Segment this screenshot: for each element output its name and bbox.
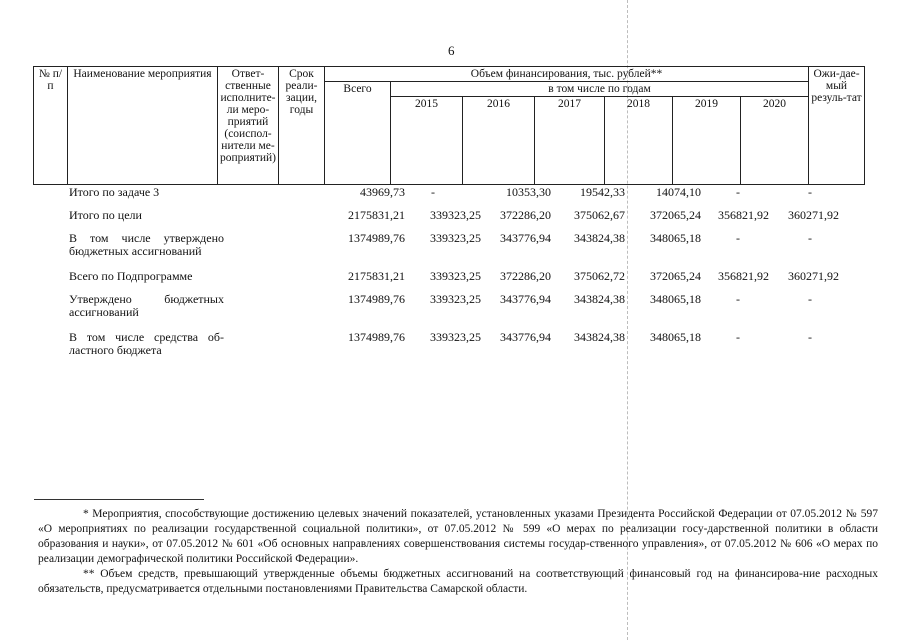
page-number: 6 bbox=[448, 43, 455, 58]
header-term: Срок реали-зации, годы bbox=[279, 67, 325, 185]
row-2016: 372286,20 bbox=[500, 269, 551, 283]
row-total: 2175831,21 bbox=[348, 208, 405, 222]
row-2017: 343824,38 bbox=[574, 231, 625, 245]
row-2019: - bbox=[736, 231, 740, 245]
row-2015: 339323,25 bbox=[430, 269, 481, 283]
row-2018: 348065,18 bbox=[650, 330, 701, 344]
header-result: Ожи-дае-мый резуль-тат bbox=[809, 67, 865, 185]
row-2017: 375062,67 bbox=[574, 208, 625, 222]
row-2017: 343824,38 bbox=[574, 292, 625, 306]
row-total: 1374989,76 bbox=[348, 292, 405, 306]
footnote: ** Объем средств, превышающий утвержденные объемы бюджетных ассигнований на соответствующий финансовый год на финансирова-ние расходных обязательств, предусматривается отдельными постановлениями Правительства Самарской области. bbox=[38, 568, 878, 595]
row-2018: 372065,24 bbox=[650, 208, 701, 222]
row-name: Всего по Подпрограмме bbox=[69, 269, 193, 283]
header-name: Наименование мероприятия bbox=[68, 67, 218, 185]
row-2016: 10353,30 bbox=[506, 185, 551, 199]
row-2016: 343776,94 bbox=[500, 231, 551, 245]
row-2017: 19542,33 bbox=[580, 185, 625, 199]
row-2015: 339323,25 bbox=[430, 231, 481, 245]
row-2016: 372286,20 bbox=[500, 208, 551, 222]
row-name: Утверждено бюджетных ассигнований bbox=[69, 292, 224, 319]
row-name: В том числе средства об-ластного бюджета bbox=[69, 330, 224, 357]
header-total: Всего bbox=[325, 82, 391, 185]
header-executors: Ответ-ственные исполните-ли меро-приятий (соиспол-нители ме-роприятий) bbox=[218, 67, 279, 185]
row-2018: 372065,24 bbox=[650, 269, 701, 283]
row-2018: 348065,18 bbox=[650, 292, 701, 306]
row-2016: 343776,94 bbox=[500, 330, 551, 344]
header-year: 2020 bbox=[741, 97, 809, 185]
row-total: 2175831,21 bbox=[348, 269, 405, 283]
row-2020: - bbox=[808, 231, 812, 245]
row-total: 1374989,76 bbox=[348, 231, 405, 245]
row-2015: 339323,25 bbox=[430, 208, 481, 222]
header-year: 2019 bbox=[673, 97, 741, 185]
row-total: 43969,73 bbox=[360, 185, 405, 199]
row-2015: 339323,25 bbox=[430, 330, 481, 344]
row-total: 1374989,76 bbox=[348, 330, 405, 344]
row-name: Итого по задаче 3 bbox=[69, 185, 160, 199]
footnote: * Мероприятия, способствующие достижению целевых значений показателей, установленных указами Президента Российской Федерации от 07.05.2012 № 597 «О мероприятиях по реализации государственной социальной политики», от 07.05.2012 № 599 «О мерах по реализации госу-дарственной политики в области образования и науки», от 07.05.2012 № 601 «Об основных направлениях совершенствования системы государ-ственного управления», от 07.05.2012 № 606 «О мерах по реализации демографической политики Российской Федерации». bbox=[38, 508, 878, 565]
row-name: Итого по цели bbox=[69, 208, 142, 222]
header-no: № п/п bbox=[34, 67, 68, 185]
row-2018: 348065,18 bbox=[650, 231, 701, 245]
row-2019: - bbox=[736, 330, 740, 344]
row-2020: 360271,92 bbox=[788, 269, 839, 283]
footnotes bbox=[38, 507, 878, 597]
header-year: 2017 bbox=[535, 97, 605, 185]
row-2015: 339323,25 bbox=[430, 292, 481, 306]
row-2020: - bbox=[808, 292, 812, 306]
header-volume: Объем финансирования, тыс. рублей** bbox=[325, 67, 809, 82]
table-header bbox=[33, 66, 865, 185]
header-year: 2018 bbox=[605, 97, 673, 185]
row-2016: 343776,94 bbox=[500, 292, 551, 306]
row-2020: 360271,92 bbox=[788, 208, 839, 222]
row-name: В том числе утверждено бюджетных ассигнований bbox=[69, 231, 224, 258]
header-by-years: в том числе по годам bbox=[391, 82, 809, 97]
row-2017: 375062,72 bbox=[574, 269, 625, 283]
row-2018: 14074,10 bbox=[656, 185, 701, 199]
row-2015: - bbox=[431, 185, 435, 199]
header-year: 2016 bbox=[463, 97, 535, 185]
row-2020: - bbox=[808, 330, 812, 344]
row-2019: 356821,92 bbox=[718, 269, 769, 283]
row-2017: 343824,38 bbox=[574, 330, 625, 344]
row-2019: - bbox=[736, 292, 740, 306]
header-year: 2015 bbox=[391, 97, 463, 185]
row-2020: - bbox=[808, 185, 812, 199]
row-2019: - bbox=[736, 185, 740, 199]
footnote-rule bbox=[34, 499, 204, 500]
row-2019: 356821,92 bbox=[718, 208, 769, 222]
